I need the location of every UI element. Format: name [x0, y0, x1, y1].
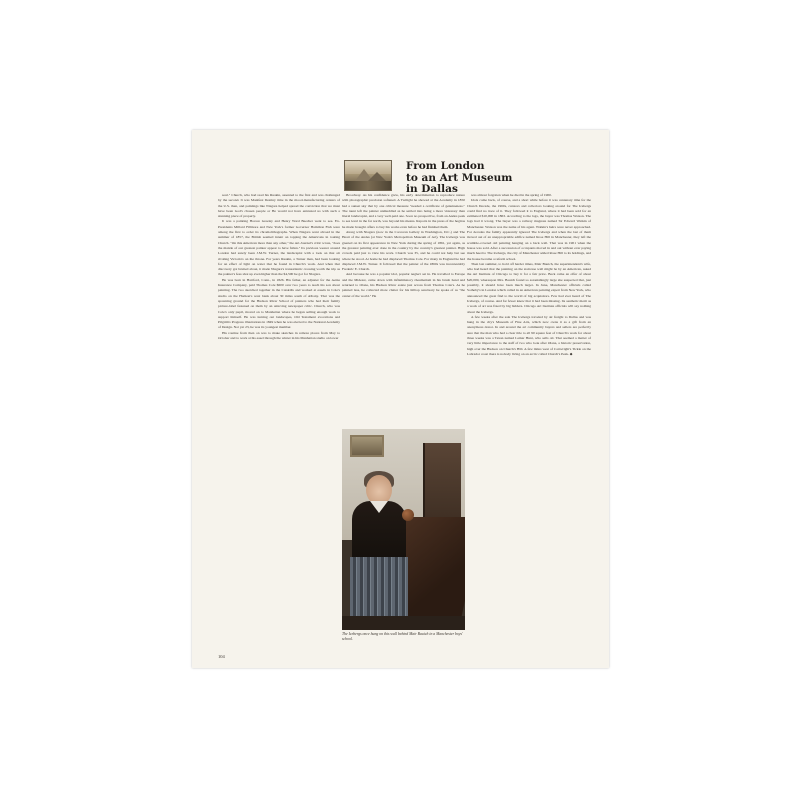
paragraph: He was born in Hartford, Conn., in 1826. His father, an adjuster for the Aetna Insurance Company, paid Thomas Cole $600 over two years to teach his son about painting. The two sketched together in the Catskills and worked at easels in Cole's studio on the Hudson's west bank about 30 miles south of Albany. That was the spawning ground for the Hudson River School of painters who had their family picture-label fastened on them by an unloving newspaper critic. Church, who was Cole's only pupil, moved on to Manhattan where he began selling enough work to support himself. He was turning out landscapes, Old Testament evocations and Pilgrim's Progress illustrations in 1849 when he was elected to the National Academy of Design. Not yet 23, he was its youngest member.: [218, 277, 340, 330]
magazine-page: [192, 130, 609, 668]
headline-line-2: to an Art Museum: [406, 171, 513, 184]
paragraph: His routine from then on was to make sketches in remote places from May to October and to work at his easel through the winter in his Manhattan studio on lower: [218, 330, 340, 341]
text-column-2: [342, 193, 465, 448]
text-column-3: [467, 193, 591, 641]
woman-portrait-photo: [342, 429, 465, 630]
paragraph: Along with Niagara (now in the Corcoran Gallery in Washington, D.C.) and The Heart of the Andes (at New York's Metropolitan Museum of Art), The Icebergs was greeted on its first appearance in New York during the spring of 1861, yet again, as the greatest painting ever done in the country by the country's greatest painter. High crowds paid just to view his work. Church was 35, and he could not help but see where he stood. At home he had displaced Thomas Cole. For many in England he had displaced J.M.W. Turner. It followed that the painter of the 1860s was incontestably Frederic E. Church.: [342, 230, 465, 272]
headline-line-3: in Dallas: [406, 183, 458, 195]
paragraph: Idols come back, of course, and a short while before it was centenary time for the Church Decade, the 1960s, curators and collectors looking around for The Icebergs could find no trace of it. They followed it to England, where it had been sold for an estimated $10,000 in 1863. According to the logs, the buyer was Thomas Watson. The logs had it wrong. The buyer was a railway magnate named Sir Edward Watkin of Manchester. Watson was the name of his agent. Watkin's heirs were never approached. For decades the family apparently ignored The Icebergs and when the last of them moved out of an unappropriable edifice named Rose Hill in Manchester, they left the scumble-covered old painting hanging on a back wall. That was in 1901 when the house was sold. After a succession of occupants moved in and out without ever paying much heed to The Icebergs, the city of Manchester added Rose Hill to its holdings, and the house became a reform school.: [467, 198, 591, 261]
paragraph: It was a painting Horace Greeley and Henry Ward Beecher went to see. Ex-Presidents Millard Fillmore and New York's former Governor Hamilton Fish were among the first to order its chromolithographs. When Niagara went abroad in the summer of 1857, the British seemed intent on topping the Americans in touting Church. "On this American more than any other," the Art-Journal's critic wrote, "does the mantle of our greatest painter appear to have fallen." Its previous wearer around London had surely been J.M.W. Turner, the landscapist with a look on that air rivaling Victoria's on the throne. For years Ruskin, a Turner man, had been looking for an effect of light on water that he found in Church's work. And when that discovery got bruited about, it made Niagara's transatlantic crossing worth the trip as the painter's fees shot up even higher than the $4,500 he got for Niagara.: [218, 219, 340, 277]
photo-caption: The Icebergs once hung on this wall behind Mair Bauich in a Manchester boys' school.: [342, 632, 463, 641]
painting-thumbnail: [344, 160, 392, 191]
text-column-1: [218, 193, 340, 641]
paragraph: And because he was a popular idol, popular neglect set in. He travelled to Europe and the Mideast, came down with inflammatory rheumatism in his brush hand and returned to Olana, his Hudson River estate just across from Thomas Cole's. As he painted less, he collected more clutter for his hilltop sanctuary he spoke of as "the center of the world." He: [342, 272, 465, 298]
thumbnail-water: [345, 181, 391, 190]
paragraph: was almost forgotten when he died in the spring of 1900.: [471, 193, 552, 197]
page-number: 104: [218, 654, 225, 659]
paragraph: soul." Church, who had read his Ruskin, assented to the first and was challenged by the second. It was Manifest Destiny time in the mood-manufacturing centers of the U.S. then, and paintings like Niagara helped spread the conviction that we must have been God's chosen people or He would not have entrusted us with such a stunning piece of property.: [218, 193, 340, 219]
headline-line-1: From London: [406, 160, 485, 172]
paragraph: Broadway. As his confidence grew, his early determination to reproduce nature with photographic precision softened. A Twilight he showed at the Academy in 1850 had a sunset sky that by one critical measure "needed a certificate of genuineness." The taunt left the painter unmuddled as he settled into being a more visionary than literal landscapist, and a very well-paid one. Soon no prospective, from an Andes peak to sea level in the far north, was beyond his means. Reports in the press of the hegiras he made brought offers to buy his works even before he had finished them.: [342, 193, 465, 229]
photo-plaid-skirt: [350, 557, 408, 617]
photo-floor: [342, 616, 465, 630]
photo-wall-frame: [350, 435, 384, 457]
article-headline: [406, 161, 596, 196]
paragraph: A few weeks after the sale The Icebergs traveled by air freight to Dallas and was hung in the city's Museum of Fine Arts, which now owns it as a gift from an anonymous donor. In and around the art community buyers and sellers are perfectly sure that the man who had a clear title to all 90 square feet of Church's work for about three weeks was a Texan named Lamar Hunt, who sells oil. That seemed a matter of very little importance to the staff of two who look after Olana, a historic preservation, high over the Hudson on Church's Hill. A few miles west of Cartwright's Tickle on the Labrador coast there is nobody living on an arctic called Church's Peak. ◆: [467, 314, 591, 356]
paragraph: Then last summer, to hold off harder times, Mair Bauich, the superintendent's wife, who had heard that the painting on the staircase wall might be by an American, asked the Art Institute of Chicago to buy it for a fair price. Back came an offer of about $20,000, whereupon Mrs. Bauich found so astonishingly large she suspected that, just possibly, it should have been much larger. In June, Manchester officials called Sotheby's in London which called in an American painting expert from New York, who announced the great find to the world of big acquisitors. Few had ever heard of The Icebergs, of course. And far fewer knew that it had been missing. Its aesthetic merit as a work of art was fixed by big bidders. Chicago Art Institute officials will say nothing about the Icebergs.: [467, 261, 591, 314]
photo-newel-knob: [402, 509, 414, 521]
